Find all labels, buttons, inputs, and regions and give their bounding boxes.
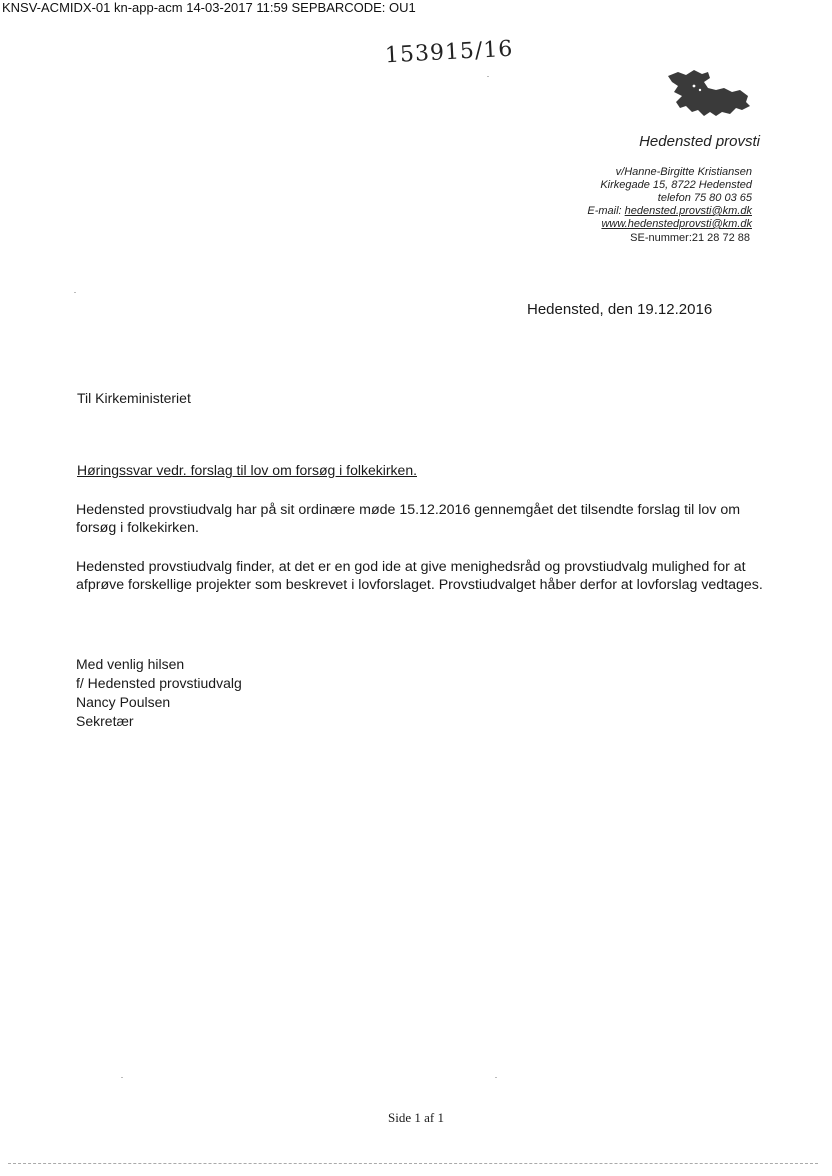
body-paragraph-2: Hedensted provstiudvalg finder, at det er en god ide at give menighedsråd og provstiudvalg mulighed for at afprøve forskellige projekter som beskrevet i lovforslaget. Provstiudvalget håber derfor at lovforslag vedtages. xyxy=(76,559,763,593)
scan-header: KNSV-ACMIDX-01 kn-app-acm 14-03-2017 11:59 SEPBARCODE: OU1 xyxy=(2,0,416,15)
scan-speck xyxy=(121,1077,123,1078)
email-link[interactable]: hedensted.provsti@km.dk xyxy=(624,205,752,217)
scan-speck xyxy=(495,1077,497,1078)
logo-map-shape xyxy=(668,70,750,116)
website-link[interactable]: www.hedenstedprovsti@km.dk xyxy=(601,218,752,230)
org-name: Hedensted provsti xyxy=(639,133,760,150)
se-number: SE-nummer:21 28 72 88 xyxy=(630,232,750,244)
body-paragraph-1: Hedensted provstiudvalg har på sit ordinære møde 15.12.2016 gennemgået det tilsendte forslag til lov om forsøg i folkekirken. xyxy=(76,502,741,536)
email-line xyxy=(587,205,752,217)
region-map-icon xyxy=(664,66,752,126)
date-line: Hedensted, den 19.12.2016 xyxy=(527,301,713,318)
signer-name: Nancy Poulsen xyxy=(76,694,171,710)
recipient: Til Kirkeministeriet xyxy=(77,390,191,406)
signature-on-behalf: f/ Hedensted provstiudvalg xyxy=(76,675,242,691)
scan-speck xyxy=(74,292,76,293)
logo-map-dot xyxy=(699,89,701,91)
subject-line: Høringssvar vedr. forslag til lov om forsøg i folkekirken. xyxy=(77,462,417,478)
phone: telefon 75 80 03 65 xyxy=(657,192,752,204)
handwritten-reference: 153915/16 xyxy=(384,36,514,69)
signer-title: Sekretær xyxy=(76,713,134,729)
logo-map-dot xyxy=(693,85,696,88)
page-footer: Side 1 af 1 xyxy=(388,1110,444,1125)
email-label: E-mail: xyxy=(587,205,622,217)
scan-speck xyxy=(487,76,489,77)
address: Kirkegade 15, 8722 Hedensted xyxy=(600,179,752,191)
closing: Med venlig hilsen xyxy=(76,656,185,672)
scan-bottom-edge xyxy=(8,1163,818,1164)
contact-person: v/Hanne-Birgitte Kristiansen xyxy=(615,166,752,178)
